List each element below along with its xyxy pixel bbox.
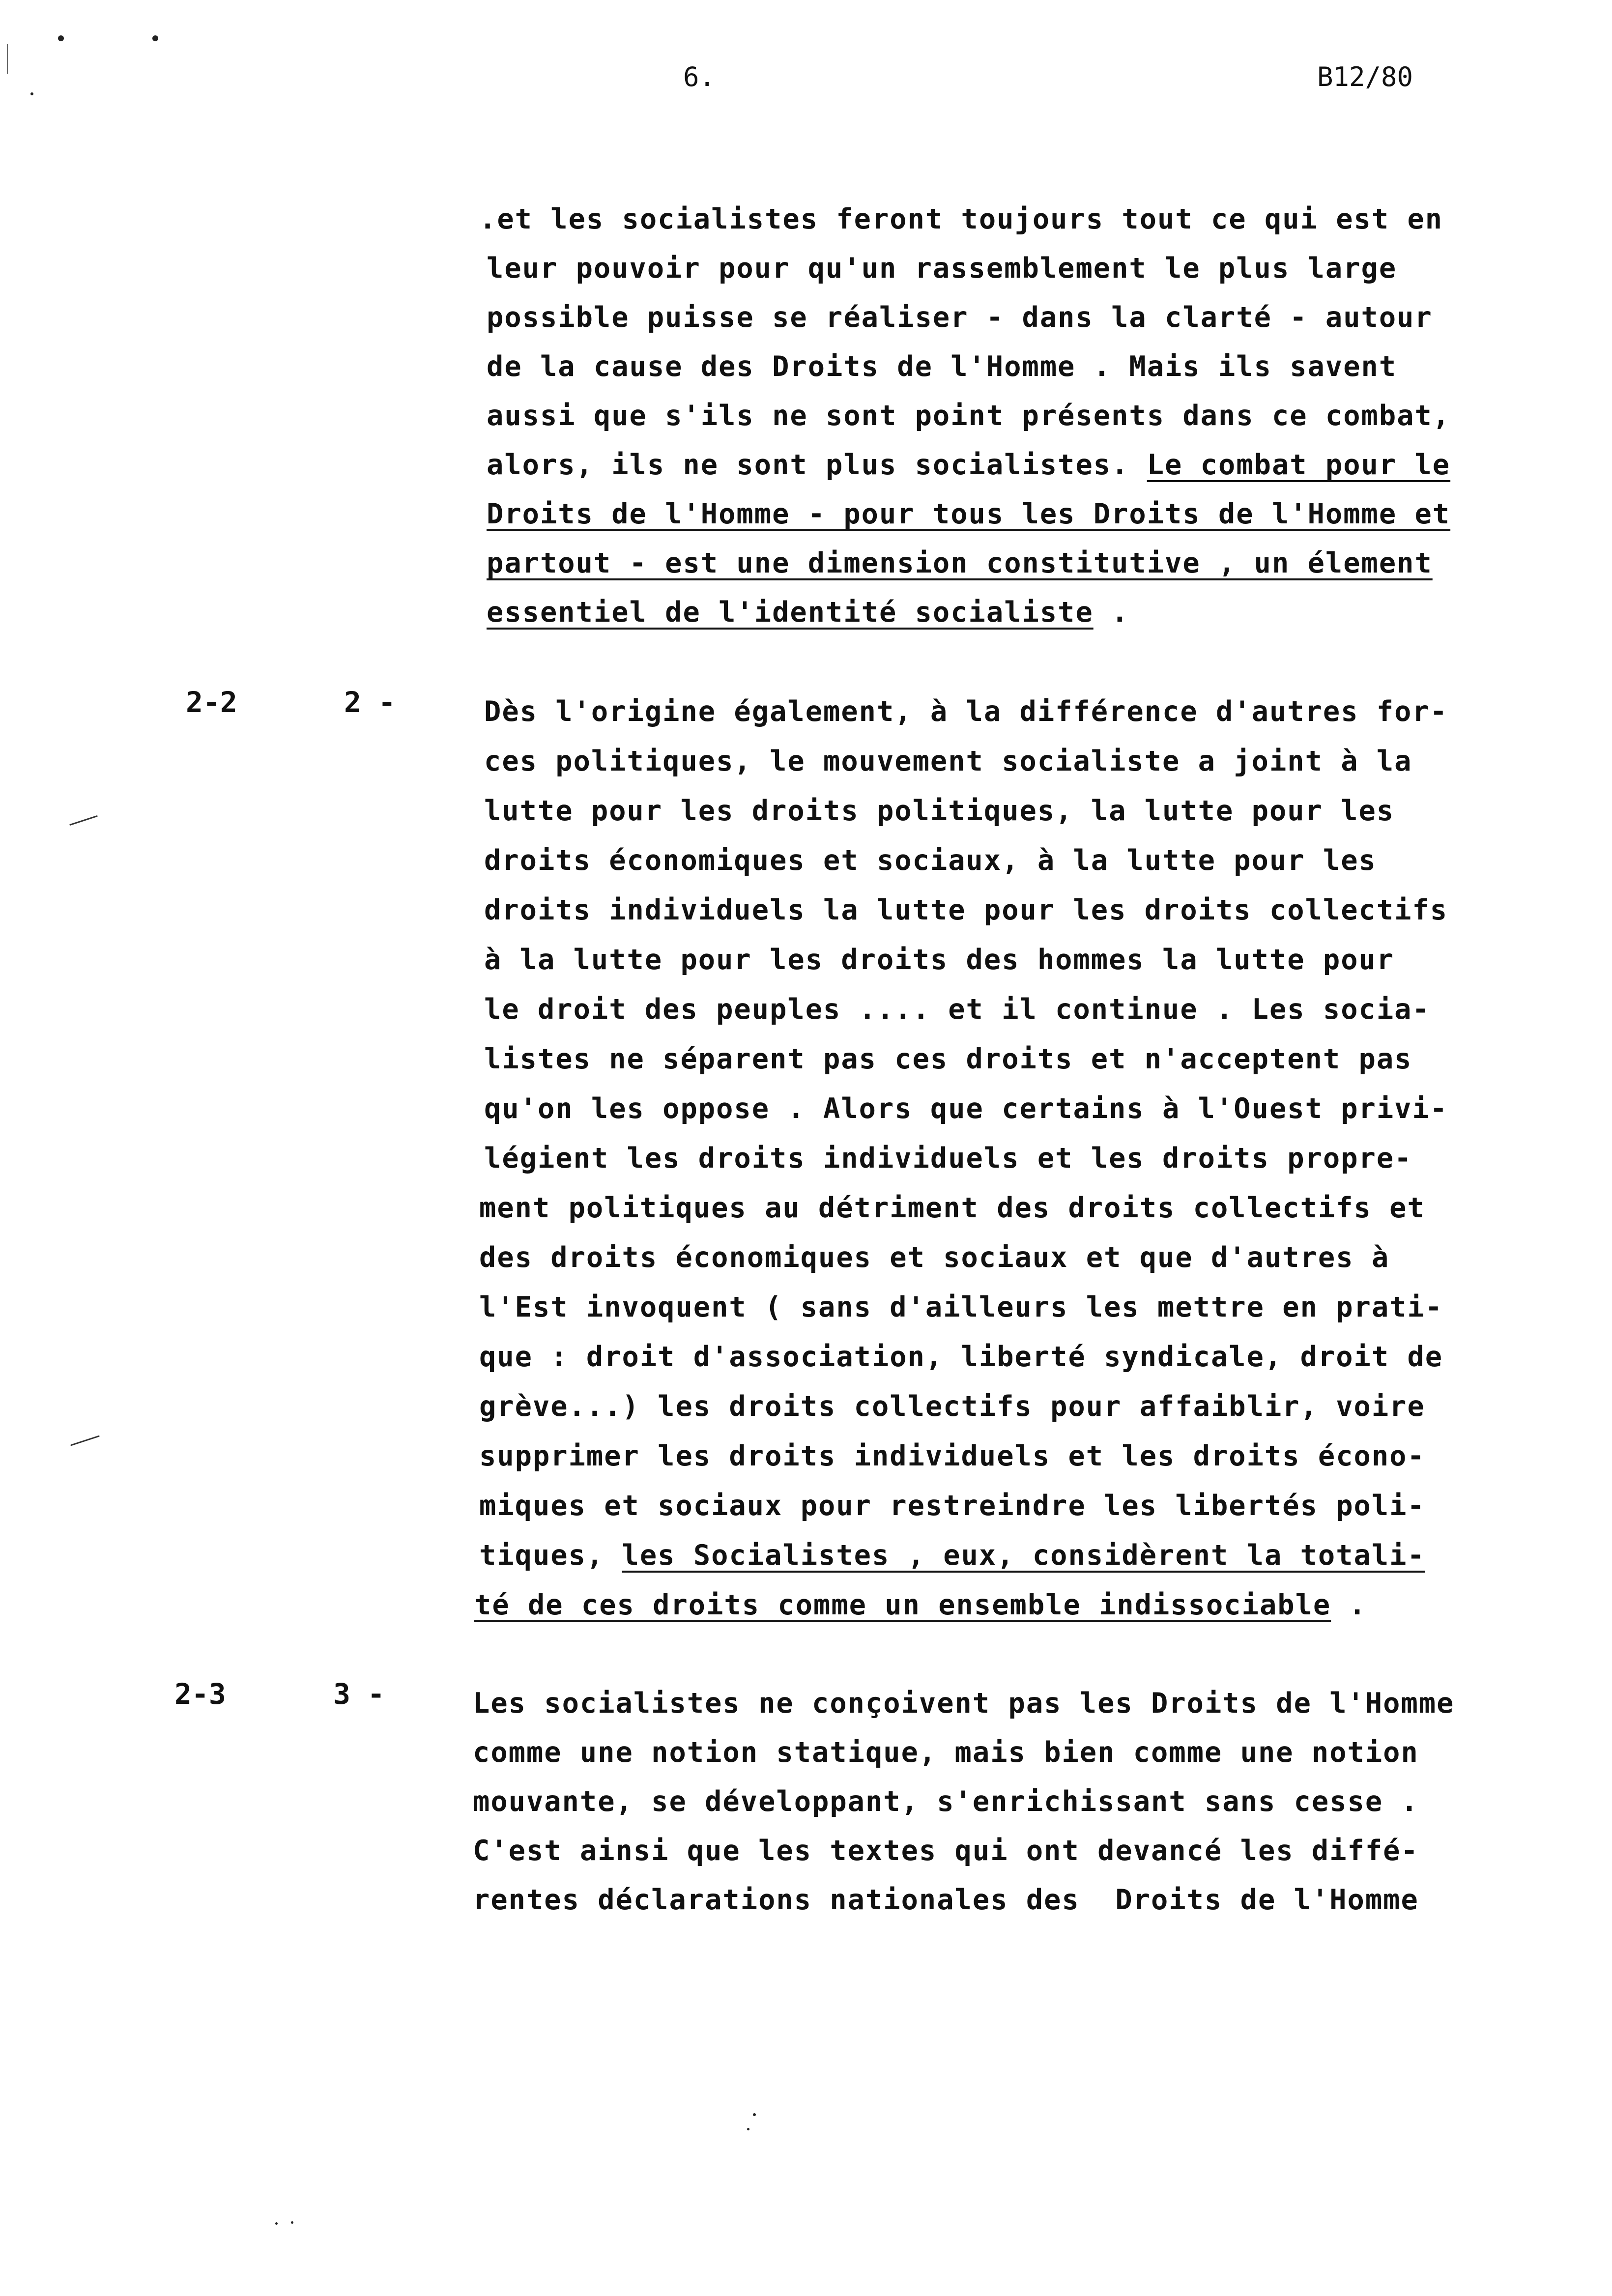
document-reference: B12/80 (1317, 61, 1413, 92)
text-line: comme une notion statique, mais bien comme une notion (473, 1736, 1419, 1769)
text-line: possible puisse se réaliser - dans la clarté - autour (487, 301, 1433, 334)
text-line: mouvante, se développant, s'enrichissant sans cesse . (473, 1785, 1419, 1818)
underlined-text-line: partout - est une dimension constitutive , un élement (487, 547, 1433, 579)
text-line: supprimer les droits individuels et les droits écono- (479, 1440, 1425, 1472)
text-line (479, 1539, 1425, 1572)
text-line: lutte pour les droits politiques, la lutte pour les (484, 795, 1395, 827)
underlined-text-line: Droits de l'Homme - pour tous les Droits de l'Homme et (487, 498, 1451, 530)
scan-speck (753, 2113, 756, 2116)
text-line: le droit des peuples .... et il continue . Les socia- (484, 993, 1430, 1026)
section-number: 3 - (333, 1677, 385, 1711)
page-number: 6. (683, 61, 716, 92)
text-line (474, 1591, 1367, 1619)
underlined-text: té de ces droits comme un ensemble indissociable (474, 1589, 1331, 1621)
scan-speck (291, 2221, 293, 2224)
text-line: ces politiques, le mouvement socialiste a joint à la (484, 745, 1412, 777)
text-line: de la cause des Droits de l'Homme . Mais ils savent (487, 350, 1397, 383)
underlined-text: les Socialistes , eux, considèrent la totali- (622, 1539, 1425, 1572)
scan-stroke (70, 1435, 100, 1446)
scan-speck (30, 92, 33, 95)
text-plain: tiques, (479, 1539, 622, 1572)
text-line: droits individuels la lutte pour les droits collectifs (484, 894, 1448, 926)
scan-speck (747, 2128, 749, 2130)
text-line: ment politiques au détriment des droits collectifs et (479, 1192, 1425, 1224)
text-line: Dès l'origine également, à la différence d'autres for- (484, 695, 1448, 728)
text-line: droits économiques et sociaux, à la lutte pour les (484, 844, 1377, 877)
text-line: leur pouvoir pour qu'un rassemblement le plus large (487, 252, 1397, 285)
text-line: Les socialistes ne conçoivent pas les Droits de l'Homme (473, 1687, 1455, 1720)
underlined-text: Le combat pour le (1147, 449, 1451, 481)
text-line: listes ne séparent pas ces droits et n'acceptent pas (484, 1043, 1412, 1075)
text-line: miques et sociaux pour restreindre les libertés poli- (479, 1490, 1425, 1522)
text-line: aussi que s'ils ne sont point présents dans ce combat, (487, 400, 1451, 432)
text-line: C'est ainsi que les textes qui ont devancé les diffé- (473, 1835, 1419, 1867)
scan-stroke (69, 815, 98, 826)
text-line: légient les droits individuels et les droits propre- (484, 1142, 1412, 1175)
scan-speck (152, 35, 158, 41)
text-plain: alors, ils ne sont plus socialistes. (487, 449, 1147, 481)
scan-speck (275, 2222, 278, 2225)
section-number: 2 - (344, 686, 396, 719)
underlined-text: essentiel de l'identité socialiste (487, 596, 1094, 629)
text-line: rentes déclarations nationales des Droits de l'Homme (473, 1884, 1419, 1916)
text-line: .et les socialistes feront toujours tout ce qui est en (479, 203, 1443, 235)
text-line: des droits économiques et sociaux et que d'autres à (479, 1241, 1390, 1274)
text-line: l'Est invoquent ( sans d'ailleurs les mettre en prati- (479, 1291, 1443, 1323)
text-line: qu'on les oppose . Alors que certains à l'Ouest privi- (484, 1092, 1448, 1125)
section-reference: 2-2 (186, 686, 237, 719)
scan-speck (58, 35, 64, 41)
scan-edge-mark (7, 44, 8, 74)
text-line: que : droit d'association, liberté syndicale, droit de (479, 1341, 1443, 1373)
text-line: grève...) les droits collectifs pour affaiblir, voire (479, 1390, 1425, 1423)
text-line: à la lutte pour les droits des hommes la lutte pour (484, 944, 1395, 976)
text-line (487, 596, 1129, 629)
text-plain: . (1093, 596, 1129, 629)
text-line (487, 451, 1450, 479)
section-reference: 2-3 (174, 1677, 226, 1711)
text-plain: . (1331, 1589, 1367, 1621)
